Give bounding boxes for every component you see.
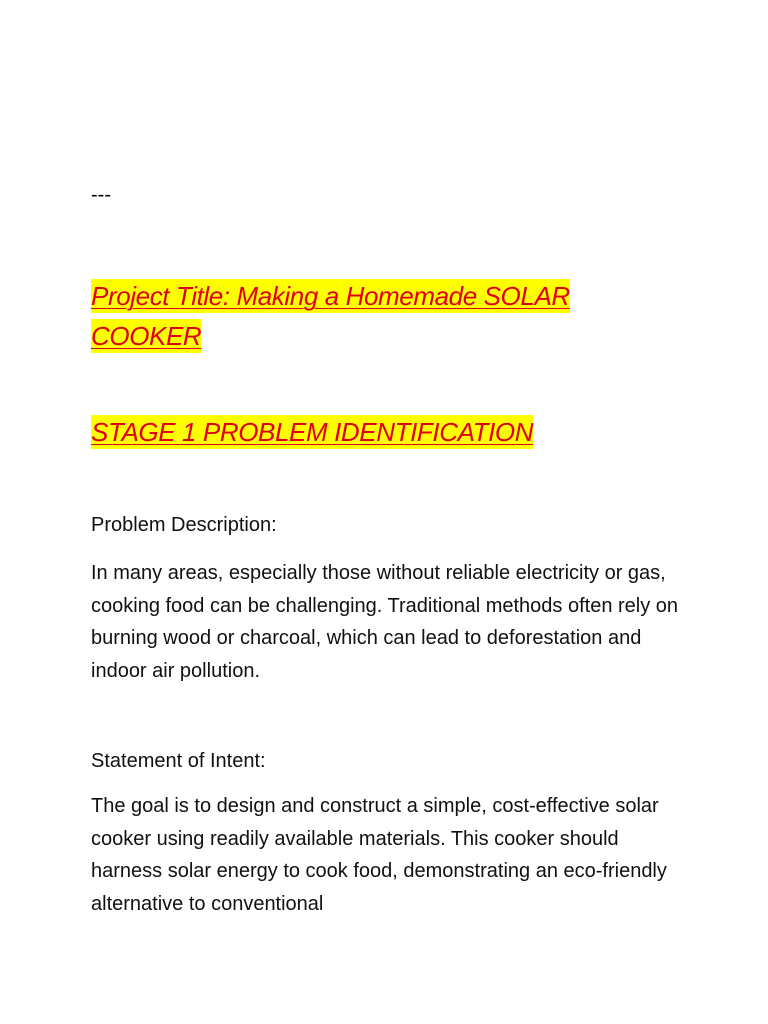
stage-title	[91, 412, 681, 452]
project-title-text: Project Title: Making a Homemade SOLAR COOKER	[91, 281, 570, 351]
problem-description-heading: Problem Description:	[91, 514, 277, 536]
problem-description-paragraph: In many areas, especially those without reliable electricity or gas, cooking food can be challenging. Traditional methods often rely on burning wood or charcoal, which can lead to deforestation and indoor air pollution.	[91, 562, 679, 682]
horizontal-rule-marker: ---	[91, 184, 111, 206]
statement-of-intent-paragraph: The goal is to design and construct a simple, cost-effective solar cooker using readily available materials. This cooker should harness solar energy to cook food, demonstrating an eco-friendly alternative to conventional	[91, 795, 667, 915]
stage-title-text: STAGE 1 PROBLEM IDENTIFICATION	[91, 417, 534, 447]
statement-of-intent-heading: Statement of Intent:	[91, 750, 266, 772]
project-title	[91, 276, 681, 356]
